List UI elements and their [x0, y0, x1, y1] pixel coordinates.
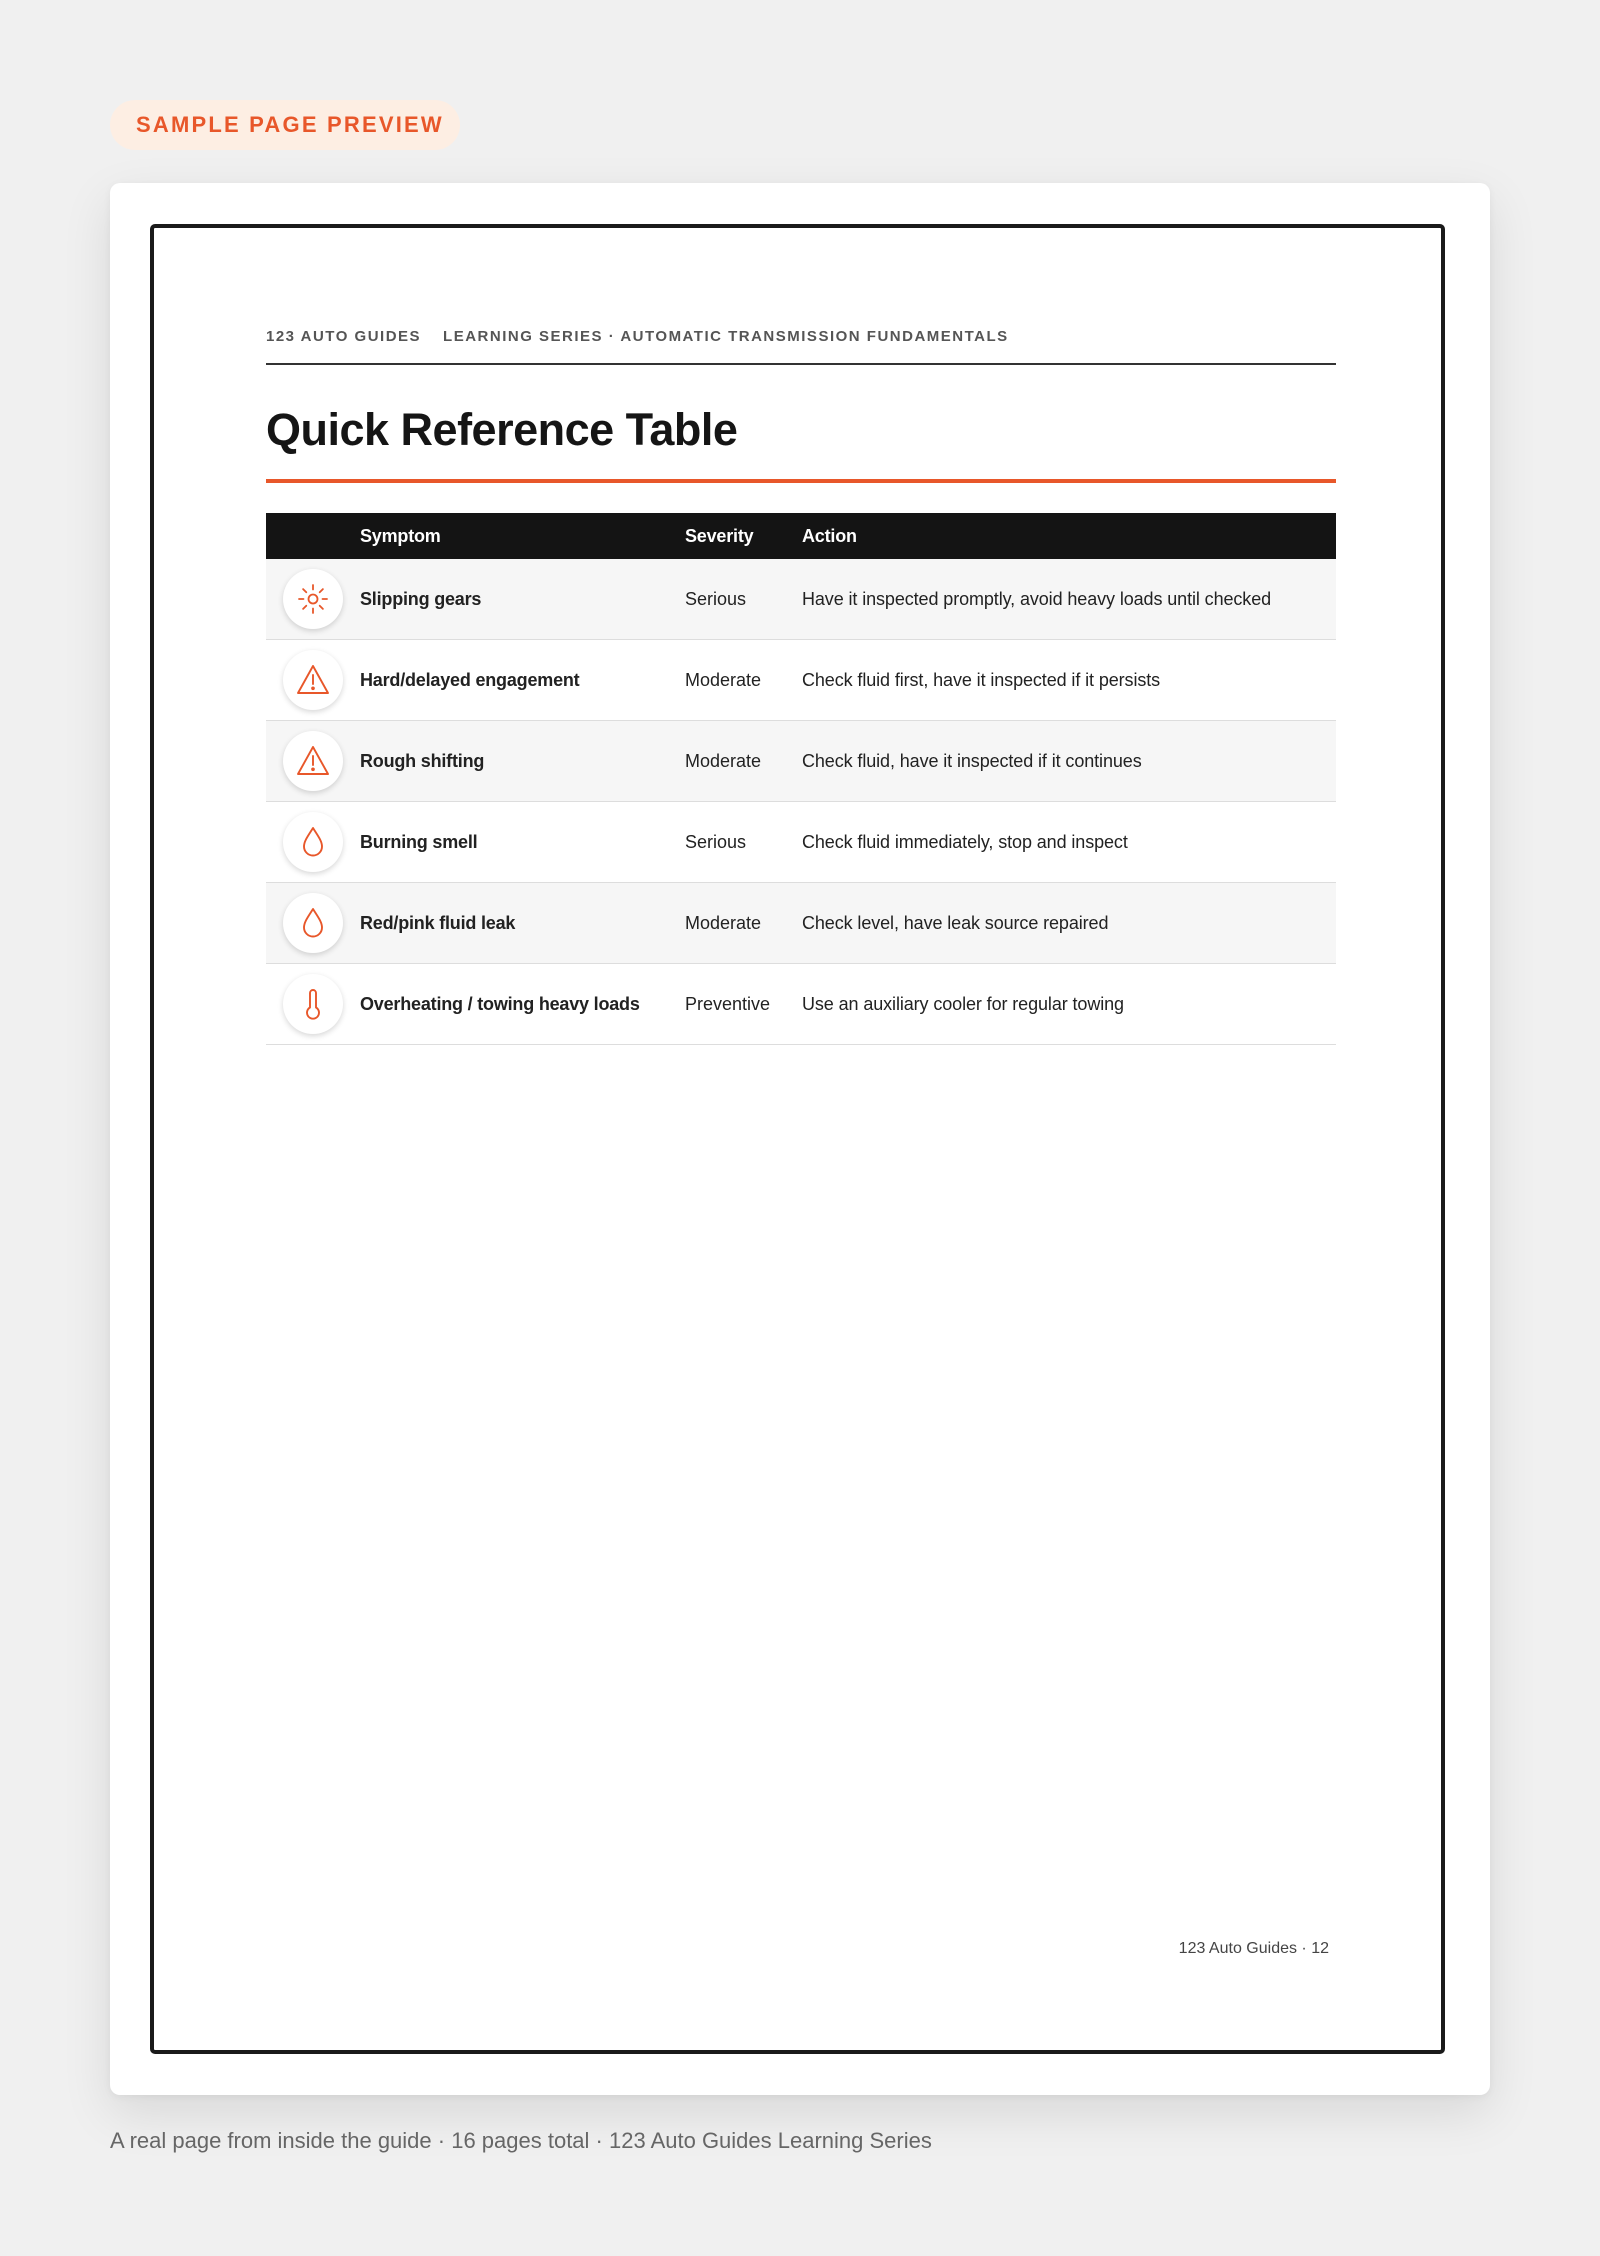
- table-row: [266, 721, 1336, 802]
- warning-triangle-icon: [283, 650, 343, 710]
- action-cell: Check level, have leak source repaired: [802, 883, 1336, 964]
- table-row: [266, 559, 1336, 640]
- header-icon-column: [266, 513, 360, 559]
- page-footer: 123 Auto Guides · 12: [1178, 1940, 1329, 1957]
- running-head: [266, 328, 1336, 358]
- table-row: [266, 964, 1336, 1045]
- severity-cell: Moderate: [685, 883, 802, 964]
- severity-cell: Moderate: [685, 721, 802, 802]
- severity-cell: Moderate: [685, 640, 802, 721]
- title-accent-rule: [266, 479, 1336, 483]
- action-cell: Have it inspected promptly, avoid heavy loads until checked: [802, 559, 1336, 640]
- header-severity: Severity: [685, 513, 802, 559]
- table-row: [266, 640, 1336, 721]
- preview-caption: A real page from inside the guide · 16 pages total · 123 Auto Guides Learning Series: [110, 2128, 932, 2153]
- severity-cell: Serious: [685, 802, 802, 883]
- symptom-cell: Burning smell: [360, 802, 685, 883]
- droplet-icon: [283, 893, 343, 953]
- action-cell: Check fluid, have it inspected if it continues: [802, 721, 1336, 802]
- action-cell: Check fluid first, have it inspected if it persists: [802, 640, 1336, 721]
- running-head-brand: 123 AUTO GUIDES: [266, 328, 422, 345]
- severity-cell: Preventive: [685, 964, 802, 1045]
- running-head-series: LEARNING SERIES · AUTOMATIC TRANSMISSION FUNDAMENTALS: [443, 328, 1009, 345]
- table-row: [266, 883, 1336, 964]
- symptom-cell: Slipping gears: [360, 559, 685, 640]
- quick-reference-table: [266, 513, 1336, 1045]
- warning-triangle-icon: [283, 731, 343, 791]
- table-header-row: [266, 513, 1336, 559]
- symptom-cell: Red/pink fluid leak: [360, 883, 685, 964]
- symptom-cell: Overheating / towing heavy loads: [360, 964, 685, 1045]
- preview-card: [110, 183, 1490, 2095]
- symptom-cell: Rough shifting: [360, 721, 685, 802]
- page-title: Quick Reference Table: [266, 404, 738, 455]
- action-cell: Check fluid immediately, stop and inspect: [802, 802, 1336, 883]
- sample-preview-badge: SAMPLE PAGE PREVIEW: [110, 100, 460, 150]
- sun-gear-icon: [283, 569, 343, 629]
- thermometer-icon: [283, 974, 343, 1034]
- header-action: Action: [802, 513, 1336, 559]
- symptom-cell: Hard/delayed engagement: [360, 640, 685, 721]
- action-cell: Use an auxiliary cooler for regular towing: [802, 964, 1336, 1045]
- droplet-icon: [283, 812, 343, 872]
- document-page: [150, 224, 1445, 2054]
- severity-cell: Serious: [685, 559, 802, 640]
- running-head-rule: [266, 363, 1336, 365]
- table-row: [266, 802, 1336, 883]
- header-symptom: Symptom: [360, 513, 685, 559]
